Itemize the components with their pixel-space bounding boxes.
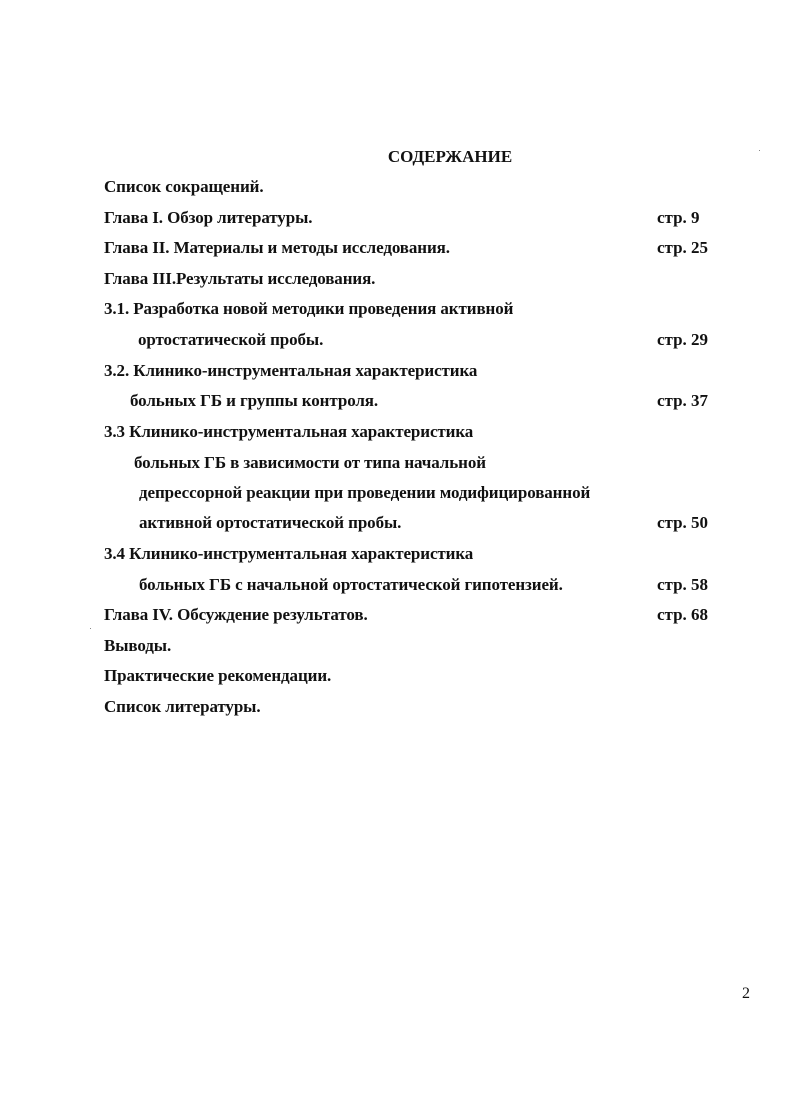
toc-entry-page: стр. 37: [657, 391, 709, 410]
toc-entry-text: Список сокращений.: [104, 177, 264, 196]
toc-entry-page: стр. 9: [657, 208, 700, 227]
toc-entry-text: 3.1. Разработка новой методики проведения активной: [104, 299, 514, 318]
toc-entry-page: стр. 68: [657, 605, 709, 624]
toc-entry-text: 3.2. Клинико-инструментальная характеристика: [104, 361, 478, 380]
page-title: СОДЕРЖАНИЕ: [387, 147, 513, 166]
toc-entry-text: Глава II. Материалы и методы исследования.: [104, 238, 450, 257]
toc-entry-text: активной ортостатической пробы.: [139, 513, 402, 532]
scan-speck: [759, 150, 760, 151]
toc-entry-text: Глава IV. Обсуждение результатов.: [104, 605, 368, 624]
toc-entry-text: ортостатической пробы.: [138, 330, 324, 349]
toc-entry-text: больных ГБ с начальной ортостатической гипотензией.: [139, 575, 563, 594]
toc-entry-page: стр. 25: [657, 238, 709, 257]
toc-entry-page: стр. 58: [657, 575, 709, 594]
toc-entry-text: Практические рекомендации.: [104, 666, 332, 685]
toc-entry-text: Глава I. Обзор литературы.: [104, 208, 313, 227]
toc-entry-text: Выводы.: [104, 636, 172, 655]
toc-entry-text: больных ГБ и группы контроля.: [130, 391, 379, 410]
scan-speck: [90, 628, 91, 629]
toc-entry-text: больных ГБ в зависимости от типа начальной: [134, 453, 486, 472]
toc-entry-text: Список литературы.: [104, 697, 261, 716]
page-number: 2: [742, 985, 750, 1002]
toc-entry-page: стр. 29: [657, 330, 709, 349]
toc-entry-text: Глава III.Результаты исследования.: [104, 269, 376, 288]
toc-entry-text: депрессорной реакции при проведении модифицированной: [139, 483, 591, 502]
toc-entry-text: 3.4 Клинико-инструментальная характеристика: [104, 544, 474, 563]
toc-entry-text: 3.3 Клинико-инструментальная характеристика: [104, 422, 474, 441]
toc-entry-page: стр. 50: [657, 513, 709, 532]
